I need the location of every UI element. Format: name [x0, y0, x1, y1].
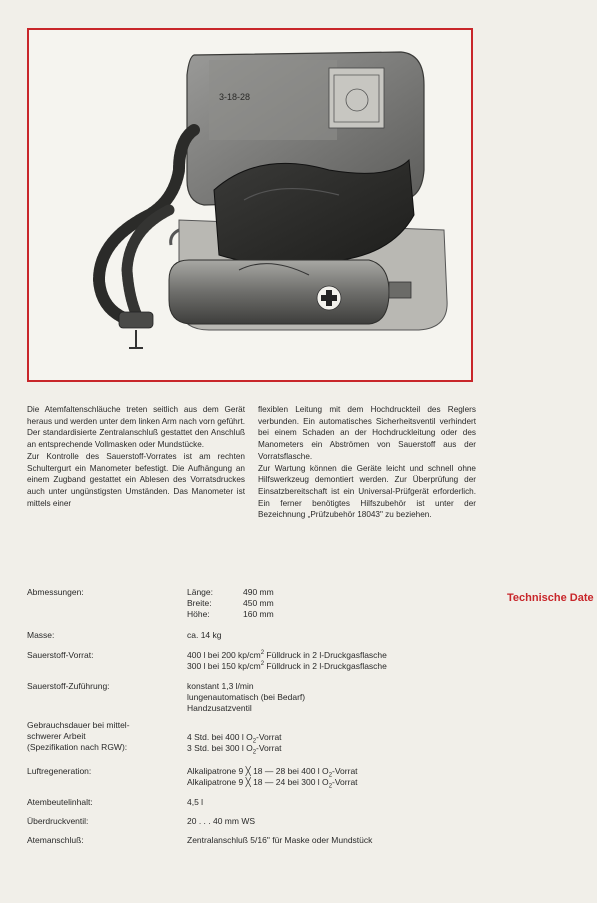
duration-line-1: 4 Std. bei 400 l $O_2$-Vorrat: [187, 732, 282, 745]
spec-value: [187, 587, 274, 621]
regeneration-line-1: Alkalipatrone 9 ╳ 18 — 28 bei 400 l $O_2$-Vorrat: [187, 766, 358, 779]
dimension-row-length: Länge: 490 mm: [187, 587, 274, 597]
dimension-row-width: Breite: 450 mm: [187, 598, 274, 609]
description-column-right: [258, 404, 476, 521]
technical-data-title: Technische Date: [507, 592, 594, 604]
spec-value: Zentralanschluß 5/16" für Maske oder Mundstück: [187, 835, 373, 845]
product-photo: [27, 28, 473, 382]
spec-value: [187, 766, 358, 788]
paragraph-manometer: Zur Kontrolle des Sauerstoff-Vorrates ist am rechten Schultergurt ein Manometer befestigt. Die Aufhängung an einem Zugband gestattet ein Ablesen des Vorratsdruckes auch unter ungünstigsten Umständen. Das Manometer ist mittels einer: [27, 451, 245, 508]
regeneration-line-2: Alkalipatrone 9 ╳ 18 — 24 bei 300 l $O_2$-Vorrat: [187, 777, 358, 790]
spec-value: konstant 1,3 l/min lungenautomatisch (bei Bedarf) Handzusatzventil: [187, 681, 306, 714]
spec-value: 4,5 l: [187, 797, 204, 807]
spec-label: Atembeutelinhalt:: [27, 797, 93, 807]
spec-label: Überdruckventil:: [27, 816, 89, 826]
dimension-row-height: Höhe: 160 mm: [187, 609, 274, 620]
spec-label: Sauerstoff-Vorrat:: [27, 650, 94, 660]
spec-value: [187, 650, 387, 672]
breathing-apparatus-illustration: [29, 30, 471, 380]
spec-label: Luftregeneration:: [27, 766, 92, 776]
oxygen-supply-line-2: 300 l bei 150 $kp/cm^2$ Fülldruck in 2 l-Druckgasflasche: [187, 661, 387, 672]
spec-label: Masse:: [27, 630, 55, 640]
paragraph-safety-valve: flexiblen Leitung mit dem Hochdruckteil des Reglers verbunden. Ein automatisches Sicherheitsventil verhindert bei einem Schaden an der Hochdruckleitung oder des Manometers ein Abströmen von Sauerstoff aus der Vorratsflasche.: [258, 405, 476, 461]
oxygen-supply-line-1: 400 l bei 200 $kp/cm^2$ Fülldruck in 2 l-Druckgasflasche: [187, 650, 387, 660]
duration-line-2: 3 Std. bei 300 l $O_2$-Vorrat: [187, 743, 282, 756]
paragraph-hoses: Die Atemfaltenschläuche treten seitlich aus dem Gerät heraus und werden unter dem linken Arm nach vorn geführt.: [27, 405, 246, 426]
spec-label: Gebrauchsdauer bei mittel- schwerer Arbeit (Spezifikation nach RGW):: [27, 720, 130, 753]
spec-value: [187, 732, 282, 754]
description-column-left: [27, 404, 245, 509]
spec-value: ca. 14 kg: [187, 630, 222, 640]
paragraph-connector: Der standardisierte Zentralanschluß gestattet den Anschluß an entsprechende Vollmasken oder Mundstücke.: [27, 428, 245, 450]
spec-label: Atemanschluß:: [27, 835, 84, 845]
spec-label: Abmessungen:: [27, 587, 84, 597]
paragraph-maintenance: Zur Wartung können die Geräte leicht und schnell ohne Hilfswerkzeug demontiert werden. Zur Überprüfung der Einsatzbereitschaft ist ein Universal-Prüfgerät erforderlich. Ein ferner benötigtes Hilfszubehör ist unter der Bezeichnung „Prüfzubehör 18043" zu beziehen.: [258, 463, 476, 520]
spec-value: 20 . . . 40 mm WS: [187, 816, 256, 826]
box-label-text: 3-18-28: [219, 92, 251, 102]
spec-label: Sauerstoff-Zuführung:: [27, 681, 110, 691]
